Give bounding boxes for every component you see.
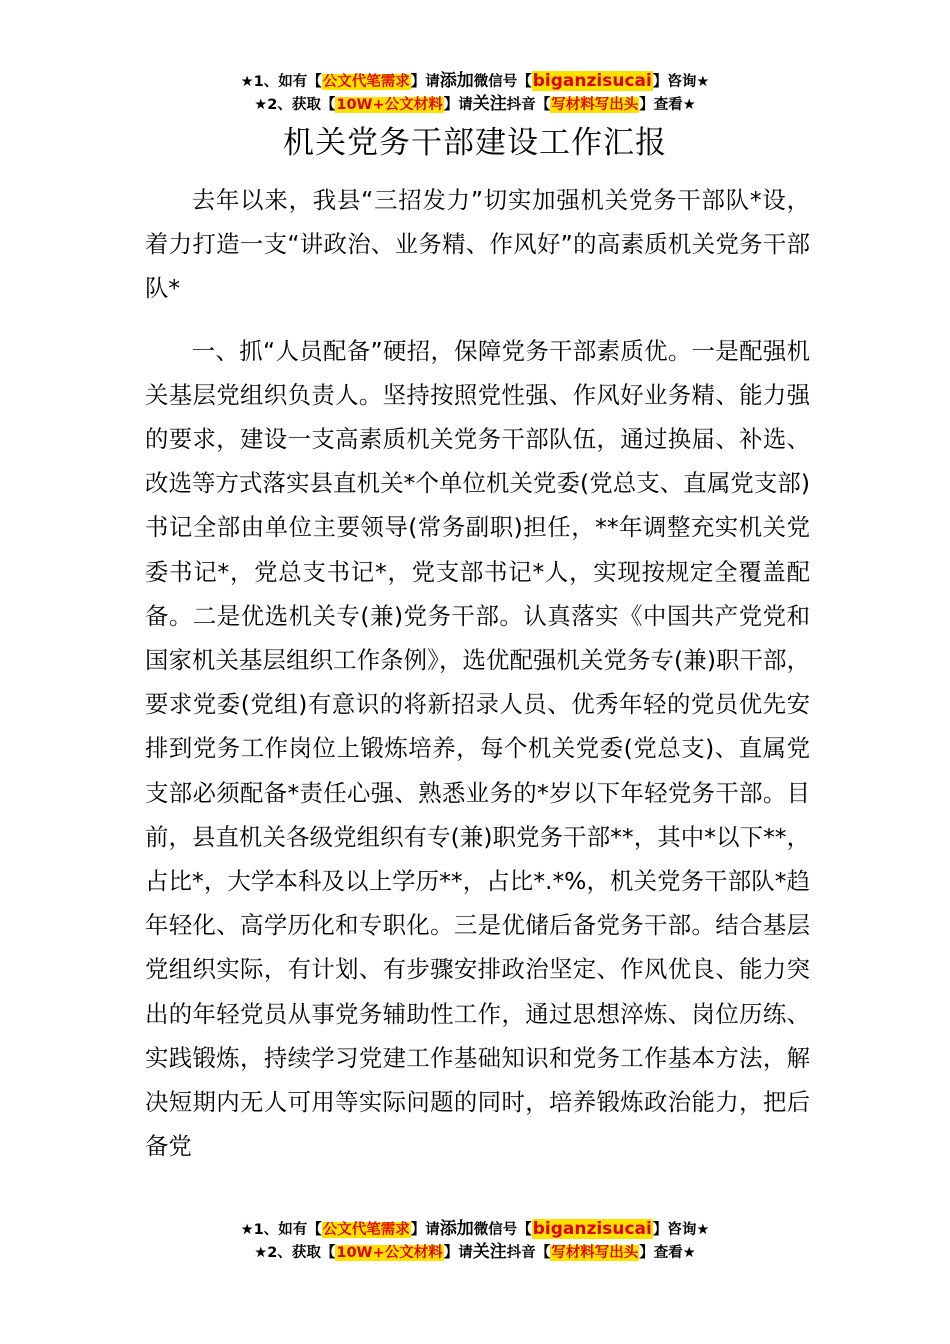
banner-text: 抖音【 (506, 1245, 551, 1261)
banner-text: ★1、如有【 (240, 74, 322, 90)
banner-line-2 (0, 1241, 950, 1264)
banner-text: ★2、获取【 (254, 97, 336, 113)
header-banner (0, 70, 950, 116)
document-title: 机关党务干部建设工作汇报 (283, 125, 667, 161)
banner-text: 】查看★ (639, 1245, 696, 1261)
banner-highlight: 写材料写出头 (551, 1245, 639, 1261)
banner-text: 】咨询★ (652, 1222, 710, 1238)
document-body (145, 178, 810, 1168)
paragraph-intro: 去年以来，我县“三招发力”切实加强机关党务干部队*设，着力打造一支“讲政治、业务精、作风好”的高素质机关党务干部队* (145, 186, 810, 303)
banner-emphasis: 关注 (472, 94, 507, 114)
banner-line-1 (0, 70, 950, 93)
banner-text: 】请 (443, 97, 473, 113)
banner-highlight: 公文代笔需求 (322, 1222, 410, 1238)
banner-emphasis: 关注 (472, 1242, 507, 1262)
banner-line-1 (0, 1218, 950, 1241)
banner-text: 】请 (410, 1222, 440, 1238)
banner-text: 微信号【 (473, 74, 532, 90)
banner-highlight: biganzisucai (532, 71, 652, 91)
banner-text: 】请 (443, 1245, 473, 1261)
paragraph-section-1: 一、抓“人员配备”硬招，保障党务干部素质优。一是配强机关基层党组织负责人。坚持按照党性强、作风好业务精、能力强的要求，建设一支高素质机关党务干部队伍，通过换届、补选、改选等方式落实县直机关*个单位机关党委(党总支、直属党支部)书记全部由单位主要领导(常务副职)担任，**年调整充实机关党委书记*，党总支书记*，党支部书记*人，实现按规定全覆盖配备。二是优选机关专(兼)党务干部。认真落实《中国共产党党和国家机关基层组织工作条例》，选优配强机关党务专(兼)职干部，要求党委(党组)有意识的将新招录人员、优秀年轻的党员优先安排到党务工作岗位上锻炼培养，每个机关党委(党总支)、直属党支部必须配备*责任心强、熟悉业务的*岁以下年轻党务干部。目前，县直机关各级党组织有专(兼)职党务干部**，其中*以下**，占比*，大学本科及以上学历**，占比*.*%，机关党务干部队*趋年轻化、高学历化和专职化。三是优储后备党务干部。结合基层党组织实际，有计划、有步骤安排政治坚定、作风优良、能力突出的年轻党员从事党务辅助性工作，通过思想淬炼、岗位历练、实践锻炼，持续学习党建工作基础知识和党务工作基本方法，解决短期内无人可用等实际问题的同时，培养锻炼政治能力，把后备党 (145, 336, 810, 1161)
banner-text: 】咨询★ (652, 74, 710, 90)
banner-highlight: 写材料写出头 (551, 97, 639, 113)
banner-text: ★1、如有【 (240, 1222, 322, 1238)
banner-text: 】查看★ (639, 97, 696, 113)
banner-text: ★2、获取【 (254, 1245, 336, 1261)
banner-emphasis: 添加 (439, 71, 474, 91)
banner-text: 】请 (410, 74, 440, 90)
banner-text: 微信号【 (473, 1222, 532, 1238)
banner-line-2 (0, 93, 950, 116)
banner-highlight: biganzisucai (532, 1219, 652, 1239)
banner-text: 抖音【 (506, 97, 551, 113)
banner-emphasis: 添加 (439, 1219, 474, 1239)
footer-banner (0, 1218, 950, 1264)
banner-highlight: 10W+公文材料 (336, 97, 443, 113)
banner-highlight: 公文代笔需求 (322, 74, 410, 90)
banner-highlight: 10W+公文材料 (336, 1245, 443, 1261)
